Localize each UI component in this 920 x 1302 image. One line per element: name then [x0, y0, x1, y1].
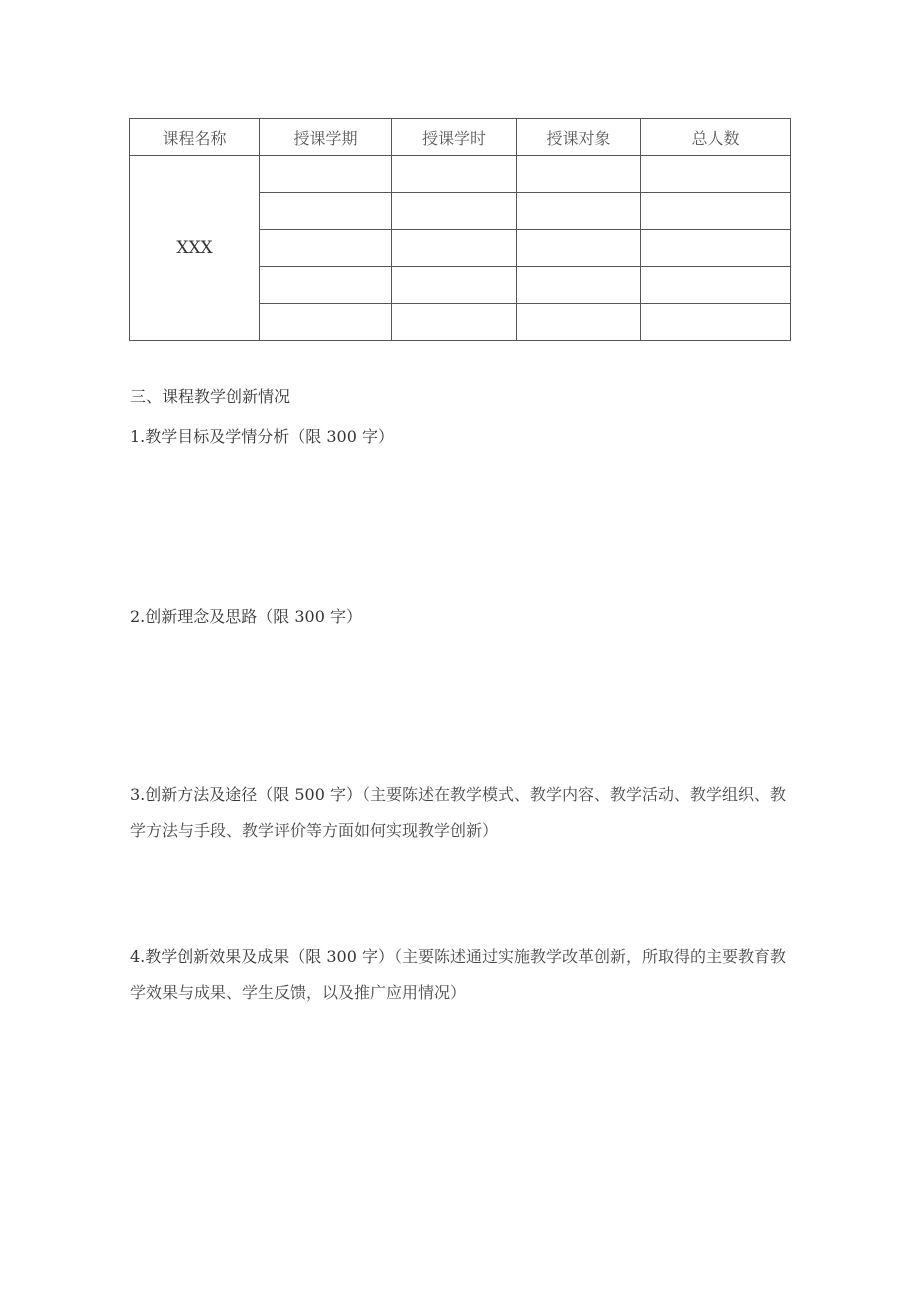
- table-cell[interactable]: [392, 230, 517, 267]
- table-cell[interactable]: [260, 230, 392, 267]
- header-semester: 授课学期: [260, 119, 392, 156]
- course-info-table: [129, 118, 791, 341]
- item-heading-text: 2.创新理念及思路（限 300 字）: [130, 607, 362, 626]
- item-heading-text: 1.教学目标及学情分析（限 300 字）: [130, 427, 394, 446]
- table-row: [130, 156, 791, 193]
- table-cell[interactable]: [641, 304, 791, 341]
- course-name-cell: XXX: [130, 156, 260, 341]
- table-header-row: [130, 119, 791, 156]
- table-cell[interactable]: [260, 304, 392, 341]
- table-cell[interactable]: [517, 230, 641, 267]
- table-cell[interactable]: [517, 193, 641, 230]
- header-hours: 授课学时: [392, 119, 517, 156]
- item-hint-text: （主要陈述通过实施教学改革创新，所取得的主要教育教学效果与成果、学生反馈，以及推广应用情况）: [130, 947, 786, 1002]
- table-cell[interactable]: [517, 156, 641, 193]
- table-cell[interactable]: [260, 267, 392, 304]
- item-1-heading: [130, 419, 792, 455]
- header-audience: 授课对象: [517, 119, 641, 156]
- table-cell[interactable]: [517, 304, 641, 341]
- item-2-heading: [130, 599, 792, 635]
- table-cell[interactable]: [260, 156, 392, 193]
- table-cell[interactable]: [641, 267, 791, 304]
- item-hint-text: （主要陈述在教学模式、教学内容、教学活动、教学组织、教学方法与手段、教学评价等方面如何实现教学创新）: [130, 785, 786, 840]
- table-cell[interactable]: [392, 193, 517, 230]
- item-heading-text: 3.创新方法及途径（限 500 字）: [130, 785, 362, 804]
- table-cell[interactable]: [260, 193, 392, 230]
- item-heading-text: 4.教学创新效果及成果（限 300 字）: [130, 947, 394, 966]
- table-cell[interactable]: [641, 230, 791, 267]
- item-3-heading: [130, 777, 792, 849]
- table-cell[interactable]: [641, 156, 791, 193]
- item-4-heading: [130, 939, 792, 1011]
- table-cell[interactable]: [392, 156, 517, 193]
- table-cell[interactable]: [392, 267, 517, 304]
- table-cell[interactable]: [641, 193, 791, 230]
- section-title: 三、课程教学创新情况: [130, 387, 291, 406]
- header-total-students: 总人数: [641, 119, 791, 156]
- table-cell[interactable]: [392, 304, 517, 341]
- header-course-name: 课程名称: [130, 119, 260, 156]
- table-cell[interactable]: [517, 267, 641, 304]
